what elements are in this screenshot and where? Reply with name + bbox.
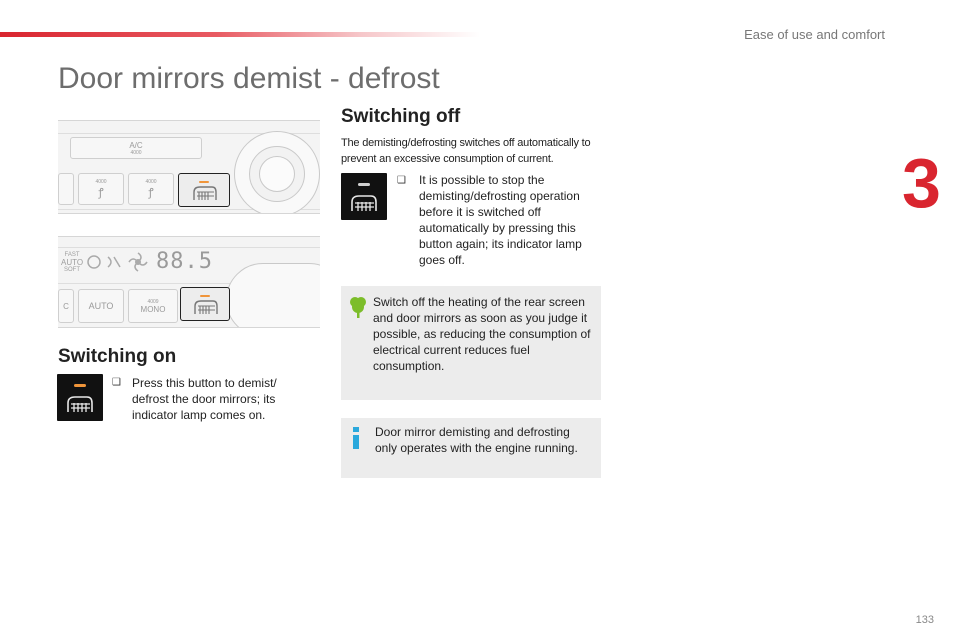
mirror-defrost-button-illustration [178,173,230,207]
switching-off-heading: Switching off [341,106,461,127]
ac-button-illustration: A/C 4000 [70,137,202,159]
control-panel-illustration-2 [58,236,320,328]
eco-leaf-icon [349,296,367,318]
mono-button-illustration: 4009 MONO [128,289,178,323]
bullet-marker: ❑ [397,175,406,186]
climate-symbols-icon [86,251,156,273]
page-number: 133 [915,614,934,626]
switching-on-heading: Switching on [58,346,177,367]
auto-button-illustration: AUTO [78,289,124,323]
fast-auto-soft-label: FAST AUTO SOFT [61,252,84,273]
header-accent-bar [0,32,480,37]
bullet-marker: ❑ [112,377,121,388]
defrost-button-on-icon [57,374,103,421]
switching-on-text: Press this button to demist/ defrost the door mirrors; its indicator lamp comes on. [132,376,277,422]
temperature-display: 88.5 [156,249,213,274]
chapter-number: 3 [902,144,941,222]
eco-tip-text: Switch off the heating of the rear screen and door mirrors as soon as you judge it possible, as reducing the consumption of electrical current reduces fuel consumption. [373,295,591,373]
switching-off-intro: The demisting/defrosting switches off automatically to prevent an excessive consumption of current. [341,137,591,165]
control-panel-illustration-1 [58,120,320,214]
switching-off-text: It is possible to stop the demisting/defrosting operation before it is switched off automatically by pressing this button again; its indicator lamp goes off. [419,173,582,267]
eco-tip-box [341,286,601,400]
mirror-defrost-button-illustration-2 [180,287,230,321]
info-box [341,418,601,478]
section-heading: Ease of use and comfort [744,27,885,42]
recirc-button-illustration: C [58,289,74,323]
air-direction-button-illustration-2: 4000 ꝭ [128,173,174,205]
info-icon [349,427,363,449]
defrost-button-off-icon [341,173,387,220]
info-text: Door mirror demisting and defrosting only operates with the engine running. [375,425,578,455]
air-direction-button-illustration: 4000 ꝭ [78,173,124,205]
page-title: Door mirrors demist - defrost [58,62,440,95]
